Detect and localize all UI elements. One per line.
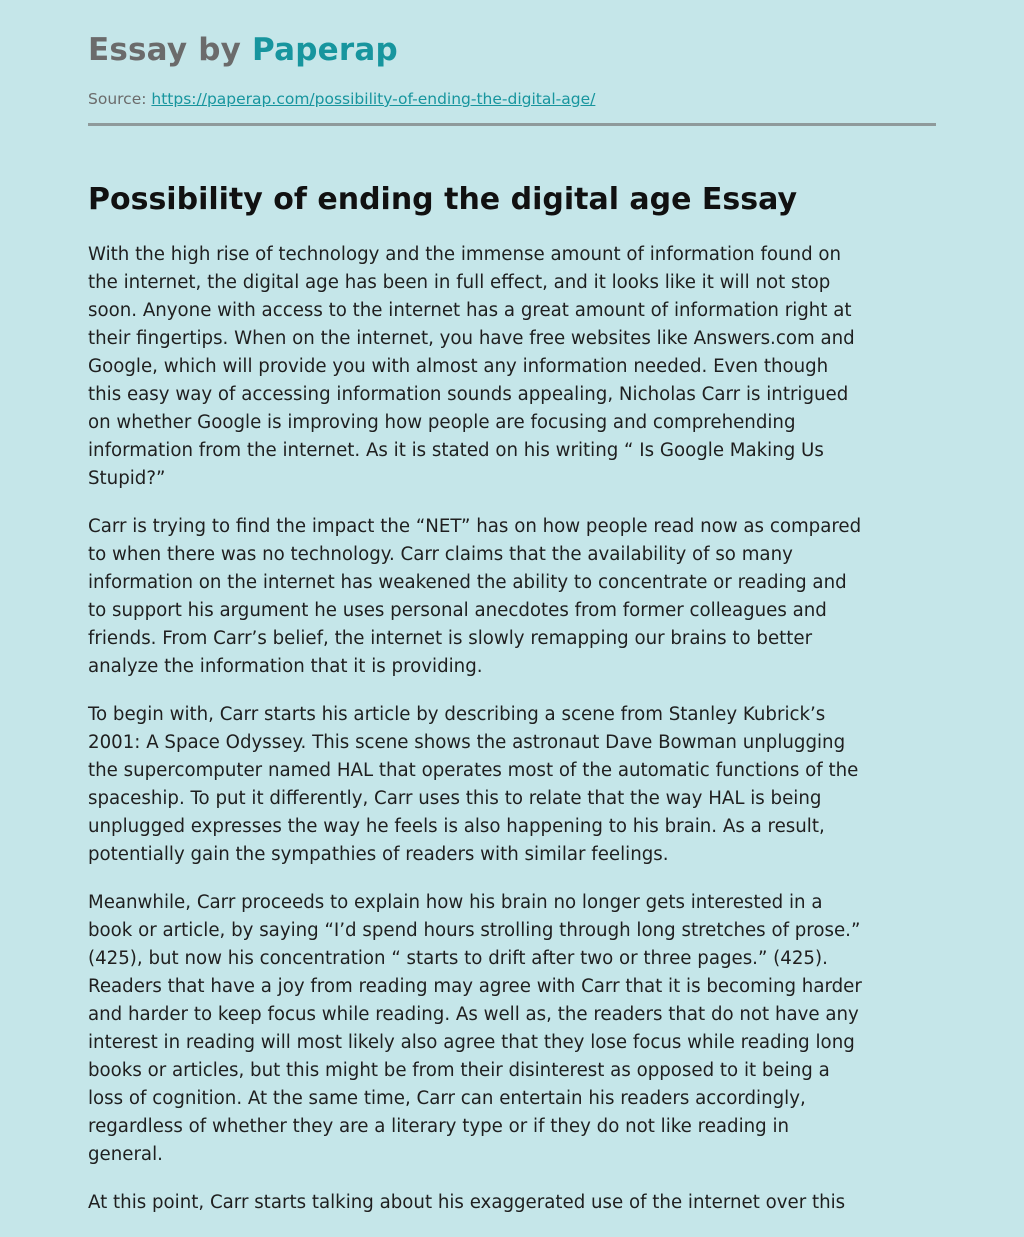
paragraph-line: With the high rise of technology and the immense amount of information found on xyxy=(88,244,842,265)
paragraph-line: on whether Google is improving how people are focusing and comprehending xyxy=(88,412,796,433)
paragraph-line: Carr is trying to find the impact the “NET” has on how people read now as compared xyxy=(88,516,862,537)
article-title: Possibility of ending the digital age Essay xyxy=(88,182,798,217)
paragraph-line: to support his argument he uses personal anecdotes from former colleagues and xyxy=(88,600,827,621)
paragraph-line: analyze the information that it is providing. xyxy=(88,656,483,677)
source-line xyxy=(88,88,595,110)
paragraph-line: friends. From Carr’s belief, the internet is slowly remapping our brains to better xyxy=(88,628,813,649)
article-paragraph xyxy=(88,1189,936,1217)
paragraph-line: the supercomputer named HAL that operates most of the automatic functions of the xyxy=(88,760,859,781)
paragraph-line: Readers that have a joy from reading may agree with Carr that it is becoming harder xyxy=(88,976,862,997)
paragraph-line: At this point, Carr starts talking about his exaggerated use of the internet over this xyxy=(88,1192,846,1213)
paragraph-line: regardless of whether they are a literary type or if they do not like reading in xyxy=(88,1116,790,1137)
article-body xyxy=(88,241,936,1237)
paragraph-line: Meanwhile, Carr proceeds to explain how his brain no longer gets interested in a xyxy=(88,892,823,913)
paragraph-line: spaceship. To put it differently, Carr uses this to relate that the way HAL is being xyxy=(88,788,822,809)
paragraph-line: to when there was no technology. Carr claims that the availability of so many xyxy=(88,544,793,565)
paragraph-line: information on the internet has weakened the ability to concentrate or reading and xyxy=(88,572,847,593)
paragraph-line: their fingertips. When on the internet, you have free websites like Answers.com and xyxy=(88,328,855,349)
brand-prefix: Essay by xyxy=(88,32,253,68)
paragraph-line: Google, which will provide you with almost any information needed. Even though xyxy=(88,356,829,377)
paragraph-line: and harder to keep focus while reading. As well as, the readers that do not have any xyxy=(88,1004,859,1025)
article-paragraph xyxy=(88,513,936,681)
source-label: Source: xyxy=(88,90,147,108)
header-divider xyxy=(88,123,936,126)
paragraph-line: potentially gain the sympathies of readers with similar feelings. xyxy=(88,844,669,865)
paragraph-line: information from the internet. As it is stated on his writing “ Is Google Making Us xyxy=(88,440,824,461)
paragraph-line: loss of cognition. At the same time, Carr can entertain his readers accordingly, xyxy=(88,1088,806,1109)
paragraph-line: Stupid?” xyxy=(88,468,166,489)
paragraph-line: books or articles, but this might be from their disinterest as opposed to it being a xyxy=(88,1060,830,1081)
article-paragraph xyxy=(88,701,936,869)
paragraph-line: soon. Anyone with access to the internet has a great amount of information right at xyxy=(88,300,852,321)
source-link[interactable]: https://paperap.com/possibility-of-ending-the-digital-age/ xyxy=(151,90,596,108)
brand-name: Paperap xyxy=(252,32,398,68)
paragraph-line: interest in reading will most likely also agree that they lose focus while reading long xyxy=(88,1032,855,1053)
paragraph-line: unplugged expresses the way he feels is also happening to his brain. As a result, xyxy=(88,816,825,837)
paragraph-line: (425), but now his concentration “ starts to drift after two or three pages.” (425). xyxy=(88,948,828,969)
paragraph-line: 2001: A Space Odyssey. This scene shows the astronaut Dave Bowman unplugging xyxy=(88,732,846,753)
site-brand[interactable] xyxy=(88,30,398,70)
paragraph-line: the internet, the digital age has been in full effect, and it looks like it will not stop xyxy=(88,272,831,293)
paragraph-line: To begin with, Carr starts his article by describing a scene from Stanley Kubrick’s xyxy=(88,704,826,725)
paragraph-line: book or article, by saying “I’d spend hours strolling through long stretches of prose.” xyxy=(88,920,861,941)
paragraph-line: general. xyxy=(88,1144,163,1165)
paragraph-line: this easy way of accessing information sounds appealing, Nicholas Carr is intrigued xyxy=(88,384,849,405)
article-paragraph xyxy=(88,889,936,1169)
article-paragraph xyxy=(88,241,936,493)
